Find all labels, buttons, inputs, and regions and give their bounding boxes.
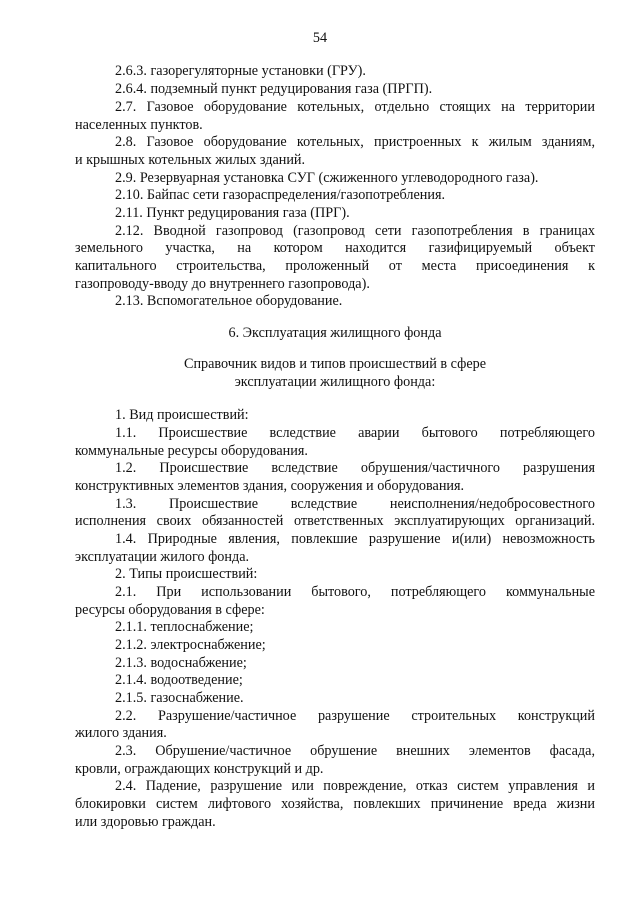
text-line: 2.1. При использовании бытового, потребляющего коммунальные bbox=[115, 584, 595, 600]
text-line: коммунальные ресурсы оборудования. bbox=[75, 443, 308, 459]
text-line: 2.1.5. газоснабжение. bbox=[115, 690, 244, 706]
text-line: конструктивных элементов здания, сооружения и оборудования. bbox=[75, 478, 465, 494]
text-line: 1.1. Происшествие вследствие аварии бытового потребляющего bbox=[115, 425, 595, 441]
text-line: 2.9. Резервуарная установка СУГ (сжиженного углеводородного газа). bbox=[115, 170, 539, 186]
text-line: 1. Вид происшествий: bbox=[115, 407, 249, 423]
text-line: или здоровью граждан. bbox=[75, 814, 216, 830]
text-line: 2. Типы происшествий: bbox=[115, 566, 258, 582]
text-line: 1.2. Происшествие вследствие обрушения/частичного разрушения bbox=[115, 460, 595, 476]
text-line: газопроводу-вводу до внутреннего газопровода). bbox=[75, 276, 370, 292]
text-line: 2.8. Газовое оборудование котельных, пристроенных к жилым зданиям, bbox=[115, 134, 595, 150]
text-line: 2.13. Вспомогательное оборудование. bbox=[115, 293, 343, 309]
text-line: 2.6.4. подземный пункт редуцирования газа (ПРГП). bbox=[115, 81, 433, 97]
text-line: блокировки систем лифтового хозяйства, повлекших причинение вреда жизни bbox=[75, 796, 595, 812]
text-line: 1.3. Происшествие вследствие неисполнения/недобросовестного bbox=[115, 496, 595, 512]
text-line: населенных пунктов. bbox=[75, 117, 203, 133]
text-line: 2.4. Падение, разрушение или повреждение, отказ систем управления и bbox=[115, 778, 595, 794]
text-line: 2.1.3. водоснабжение; bbox=[115, 655, 247, 671]
text-line: кровли, ограждающих конструкций и др. bbox=[75, 761, 324, 777]
text-line: 2.2. Разрушение/частичное разрушение строительных конструкций bbox=[115, 708, 595, 724]
text-line: капитального строительства, проложенный от места присоединения к bbox=[75, 258, 595, 274]
text-line: 2.12. Вводной газопровод (газопровод сети газопотребления в границах bbox=[115, 223, 595, 239]
text-line: земельного участка, на котором находится газифицируемый объект bbox=[75, 240, 595, 256]
text-line: 1.4. Природные явления, повлекшие разрушение и(или) невозможность bbox=[115, 531, 595, 547]
text-line: жилого здания. bbox=[75, 725, 167, 741]
text-line: 2.1.2. электроснабжение; bbox=[115, 637, 266, 653]
text-line: Справочник видов и типов происшествий в сфере bbox=[183, 356, 487, 372]
text-line: 2.11. Пункт редуцирования газа (ПРГ). bbox=[115, 205, 350, 221]
text-line: 2.3. Обрушение/частичное обрушение внешних элементов фасада, bbox=[115, 743, 595, 759]
text-line: исполнения своих обязанностей ответственных эксплуатирующих организаций. bbox=[75, 513, 595, 529]
text-line: и крышных котельных жилых зданий. bbox=[75, 152, 306, 168]
page-number: 54 bbox=[312, 30, 328, 46]
text-line: 6. Эксплуатация жилищного фонда bbox=[228, 325, 442, 341]
text-line: эксплуатации жилого фонда. bbox=[75, 549, 250, 565]
text-line: эксплуатации жилищного фонда: bbox=[234, 374, 436, 390]
text-line: 2.10. Байпас сети газораспределения/газопотребления. bbox=[115, 187, 446, 203]
text-line: 2.1.4. водоотведение; bbox=[115, 672, 243, 688]
text-line: 2.1.1. теплоснабжение; bbox=[115, 619, 254, 635]
text-line: 2.6.3. газорегуляторные установки (ГРУ). bbox=[115, 63, 366, 79]
text-line: ресурсы оборудования в сфере: bbox=[75, 602, 265, 618]
text-line: 2.7. Газовое оборудование котельных, отдельно стоящих на территории bbox=[115, 99, 595, 115]
